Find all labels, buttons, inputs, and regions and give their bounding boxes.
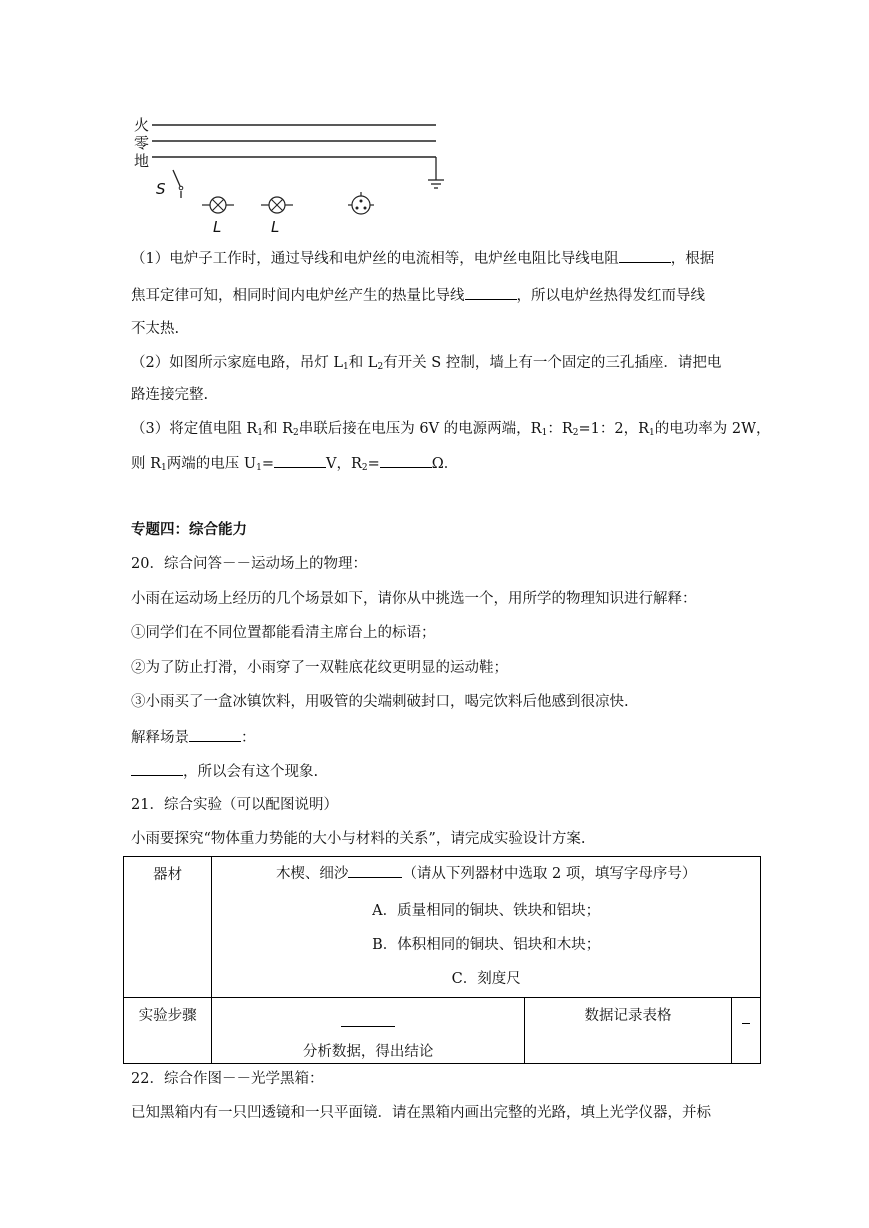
equipment-cell	[212, 857, 761, 998]
zero-wire-label: 零	[134, 134, 150, 152]
q19-part1-line3: 不太热.	[131, 321, 180, 337]
answer-blank[interactable]	[380, 453, 432, 468]
equipment-line: 木楔、细沙 （请从下列器材中选取 2 项，填写字母序号）	[213, 863, 759, 884]
q20-explain: 解释场景 ：	[131, 727, 256, 748]
q20-scene1: ①同学们在不同位置都能看清主席台上的标语；	[131, 625, 436, 641]
answer-blank[interactable]	[189, 727, 241, 742]
answer-blank[interactable]	[742, 1013, 750, 1024]
steps-conclusion: 分析数据，得出结论	[302, 1044, 434, 1060]
q20-scene3: ③小雨买了一盒冰镇饮料，用吸管的尖端刺破封口，喝完饮料后他感到很凉快.	[131, 694, 629, 710]
section4-title: 专题四：综合能力	[131, 521, 247, 538]
q19-part3-line2: 则 $R_1$两端的电压 $U_1= V$，$R_2= \Omega$．	[131, 453, 458, 478]
q19-part1-line2: 焦耳定律可知，相同时间内电炉丝产生的热量比导线 ，所以电炉丝热得发红而导线	[131, 285, 705, 306]
option-a: A．质量相同的铜块、铁块和铝块；	[372, 903, 601, 919]
answer-blank[interactable]	[465, 285, 517, 300]
socket-icon	[348, 192, 374, 214]
q21-title: 21．综合实验（可以配图说明）	[131, 797, 338, 813]
q19-part2-line1: （2）如图所示家庭电路，吊灯 $L_1$和 $L_2$有开关 S 控制，墙上有一个固定的三孔插座．请把电	[131, 355, 722, 372]
steps-label: 实验步骤	[124, 998, 212, 1064]
steps-cell	[212, 998, 525, 1064]
switch-icon	[173, 170, 183, 198]
lamp2-label: L	[271, 218, 280, 236]
lamp2-icon	[261, 197, 293, 213]
ground-wire-label: 地	[134, 152, 150, 170]
option-b: B．体积相同的铜块、铝块和木块；	[372, 937, 601, 953]
q22-title: 22．综合作图－－光学黑箱：	[131, 1071, 324, 1087]
ground-symbol-icon	[428, 157, 444, 188]
lamp1-label: L	[213, 218, 222, 236]
equipment-label: 器材	[124, 857, 212, 998]
circuit-diagram	[128, 108, 458, 238]
answer-blank[interactable]	[341, 1012, 395, 1027]
data-table-cell	[732, 998, 761, 1064]
answer-blank[interactable]	[348, 863, 402, 878]
fire-wire-label: 火	[134, 116, 150, 134]
answer-blank[interactable]	[619, 248, 671, 263]
data-table-label: 数据记录表格	[524, 998, 731, 1064]
q20-title: 20．综合问答－－运动场上的物理：	[131, 556, 367, 572]
q20-reason: ，所以会有这个现象.	[131, 761, 318, 782]
q19-part1-line1: （1）电炉子工作时，通过导线和电炉丝的电流相等，电炉丝电阻比导线电阻 ，根据	[131, 248, 714, 269]
option-c: C．刻度尺	[451, 971, 521, 987]
q20-scene2: ②为了防止打滑，小雨穿了一双鞋底花纹更明显的运动鞋；	[131, 660, 508, 676]
q19-part3-line1: （3）将定值电阻 $R_1$和 $R_2$串联后接在电压为 6V 的电源两端，$R_1$：$R_2=1$：2，$R_1$的电功率为 2W，	[131, 421, 771, 438]
q19-part2-line2: 路连接完整.	[131, 387, 209, 403]
q22-text: 已知黑箱内有一只凹透镜和一只平面镜．请在黑箱内画出完整的光路，填上光学仪器，并标	[131, 1105, 711, 1121]
answer-blank[interactable]	[274, 453, 326, 468]
q21-intro: 小雨要探究“物体重力势能的大小与材料的关系”，请完成实验设计方案.	[131, 831, 586, 847]
lamp1-icon	[202, 197, 234, 213]
experiment-table	[123, 856, 761, 1064]
q20-intro: 小雨在运动场上经历的几个场景如下，请你从中挑选一个，用所学的物理知识进行解释：	[131, 591, 697, 607]
answer-blank[interactable]	[131, 761, 183, 776]
switch-label: S	[156, 180, 166, 198]
